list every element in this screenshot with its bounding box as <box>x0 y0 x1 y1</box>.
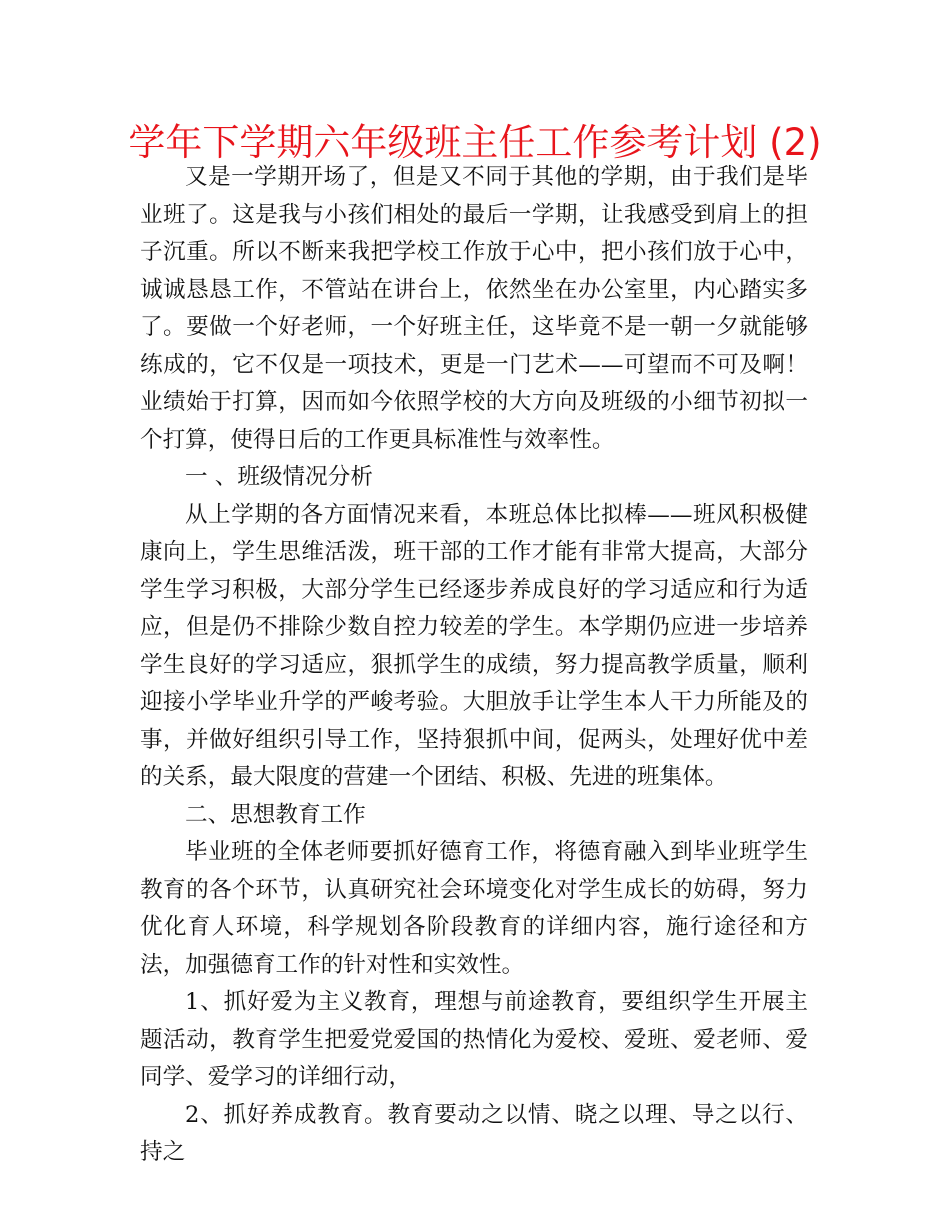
section-heading-class-analysis: 一 、班级情况分析 <box>185 464 373 490</box>
document-body <box>140 159 808 1172</box>
paragraph-item-2: 2、抓好养成教育。教育要动之以情、晓之以理、导之以行、持之 <box>140 1101 808 1165</box>
document-title: 学年下学期六年级班主任工作参考计划 (2) <box>128 121 822 164</box>
paragraph-item-1: 1、抓好爱为主义教育，理想与前途教育，要组织学生开展主题活动，教育学生把爱党爱国的热情化为爱校、爱班、爱老师、爱同学、爱学习的详细行动， <box>140 989 808 1090</box>
paragraph-moral-education: 毕业班的全体老师要抓好德育工作，将德育融入到毕业班学生教育的各个环节，认真研究社会环境变化对学生成长的妨碍，努力优化育人环境，科学规划各阶段教育的详细内容，施行途径和方法，加强德育工作的针对性和实效性。 <box>140 839 808 978</box>
section-heading-moral-education: 二、思想教育工作 <box>185 801 366 828</box>
paragraph-intro: 又是一学期开场了，但是又不同于其他的学期，由于我们是毕业班了。这是我与小孩们相处的最后一学期，让我感受到肩上的担子沉重。所以不断来我把学校工作放于心中，把小孩们放于心中，诚诚恳恳工作，不管站在讲台上，依然坐在办公室里，内心踏实多了。要做一个好老师，一个好班主任，这毕竟不是一朝一夕就能够练成的，它不仅是一项技术，更是一门艺术——可望而不可及啊！业绩始于打算，因而如今依照学校的大方向及班级的小细节初拟一个打算，使得日后的工作更具标准性与效率性。 <box>140 164 808 453</box>
paragraph-class-analysis: 从上学期的各方面情况来看，本班总体比拟棒——班风积极健康向上，学生思维活泼，班干部的工作才能有非常大提高，大部分学生学习积极，大部分学生已经逐步养成良好的学习适应和行为适应，但是仍不排除少数自控力较差的学生。本学期仍应进一步培养学生良好的学习适应，狠抓学生的成绩，努力提高教学质量，顺利迎接小学毕业升学的严峻考验。大胆放手让学生本人干力所能及的事，并做好组织引导工作，坚持狠抓中间，促两头，处理好优中差的关系，最大限度的营建一个团结、积极、先进的班集体。 <box>140 501 808 790</box>
